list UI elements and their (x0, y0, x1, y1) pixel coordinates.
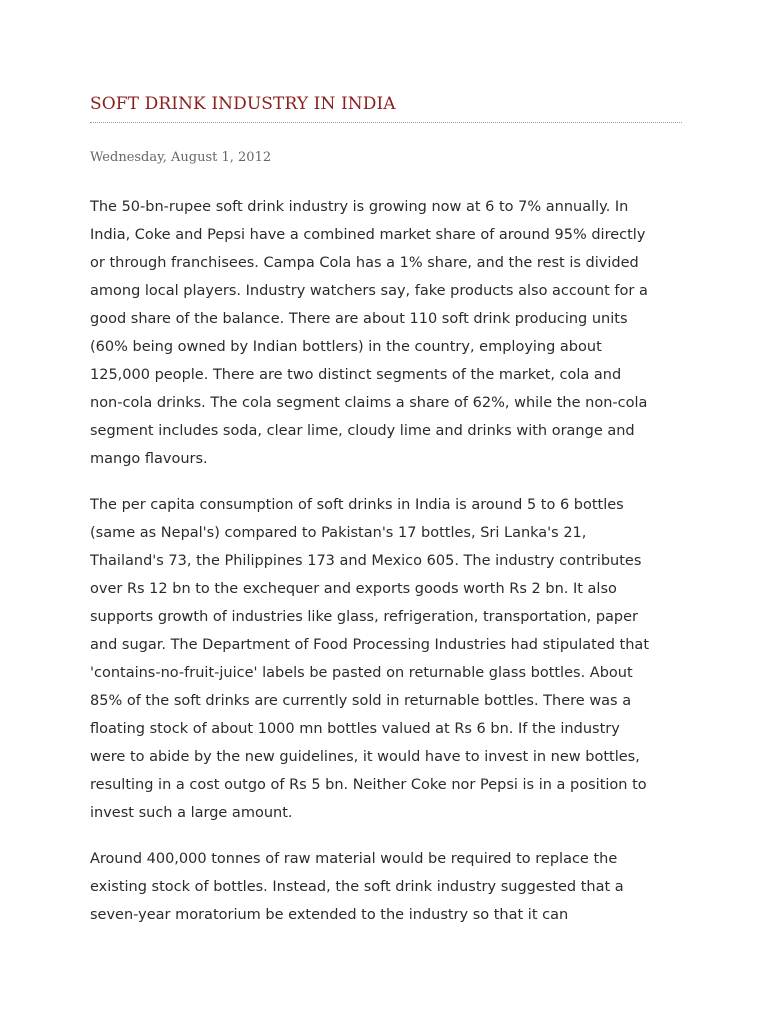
paragraph-3 (90, 845, 682, 929)
body-line: (60% being owned by Indian bottlers) in the country, employing about (90, 339, 602, 355)
body-line: over Rs 12 bn to the exchequer and exports goods worth Rs 2 bn. It also (90, 581, 617, 597)
title-divider (90, 122, 682, 123)
body-line: or through franchisees. Campa Cola has a 1% share, and the rest is divided (90, 255, 639, 271)
body-line: The 50-bn-rupee soft drink industry is growing now at 6 to 7% annually. In (90, 199, 629, 215)
body-line: The per capita consumption of soft drinks in India is around 5 to 6 bottles (90, 497, 624, 513)
body-line: good share of the balance. There are about 110 soft drink producing units (90, 311, 628, 327)
body-line: (same as Nepal's) compared to Pakistan's 17 bottles, Sri Lanka's 21, (90, 525, 587, 541)
body-line: among local players. Industry watchers say, fake products also account for a (90, 283, 648, 299)
body-line: mango flavours. (90, 451, 208, 467)
body-line: resulting in a cost outgo of Rs 5 bn. Neither Coke nor Pepsi is in a position to (90, 777, 647, 793)
paragraph-2 (90, 491, 682, 827)
paragraph-1 (90, 193, 682, 473)
body-line: invest such a large amount. (90, 805, 293, 821)
body-line: Around 400,000 tonnes of raw material would be required to replace the (90, 851, 618, 867)
body-line: India, Coke and Pepsi have a combined market share of around 95% directly (90, 227, 646, 243)
body-line: existing stock of bottles. Instead, the soft drink industry suggested that a (90, 879, 624, 895)
body-line: supports growth of industries like glass, refrigeration, transportation, paper (90, 609, 638, 625)
body-line: were to abide by the new guidelines, it would have to invest in new bottles, (90, 749, 640, 765)
body-line: 125,000 people. There are two distinct segments of the market, cola and (90, 367, 622, 383)
post-title: SOFT DRINK INDUSTRY IN INDIA (90, 94, 396, 114)
post-body (90, 193, 682, 929)
body-line: non-cola drinks. The cola segment claims a share of 62%, while the non-cola (90, 395, 648, 411)
body-line: segment includes soda, clear lime, cloudy lime and drinks with orange and (90, 423, 635, 439)
body-line: and sugar. The Department of Food Processing Industries had stipulated that (90, 637, 650, 653)
post-date: Wednesday, August 1, 2012 (90, 150, 272, 165)
body-line: Thailand's 73, the Philippines 173 and Mexico 605. The industry contributes (90, 553, 642, 569)
body-line: 85% of the soft drinks are currently sold in returnable bottles. There was a (90, 693, 632, 709)
body-line: floating stock of about 1000 mn bottles valued at Rs 6 bn. If the industry (90, 721, 620, 737)
body-line: seven-year moratorium be extended to the industry so that it can (90, 907, 569, 923)
body-line: 'contains-no-fruit-juice' labels be pasted on returnable glass bottles. About (90, 665, 633, 681)
